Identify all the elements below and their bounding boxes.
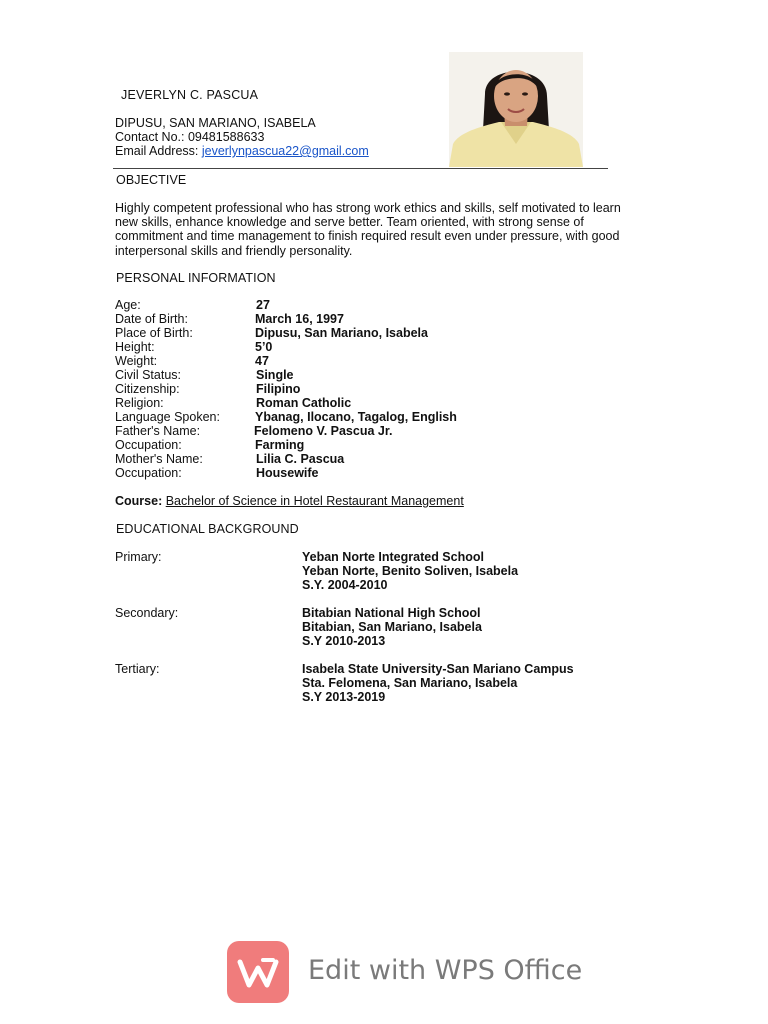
- education-entry-secondary: [302, 606, 482, 648]
- education-level-tertiary: Tertiary:: [115, 662, 160, 676]
- education-entry-tertiary: [302, 662, 574, 704]
- info-value: Filipino: [256, 382, 301, 396]
- email-link[interactable]: jeverlynpascua22@gmail.com: [201, 144, 369, 158]
- wps-logo-icon: [227, 941, 289, 1003]
- info-value: Felomeno V. Pascua Jr.: [254, 424, 393, 438]
- contact-number: Contact No.: 09481588633: [115, 130, 265, 144]
- header-divider: [113, 168, 608, 169]
- info-value: March 16, 1997: [255, 312, 344, 326]
- objective-text: Highly competent professional who has strong work ethics and skills, self motivated to learn new skills, enhance knowledge and serve better. Team oriented, with strong sense of commitment and time management to finish required result even under pressure, with good interpersonal skills and friendly personality.: [115, 201, 621, 258]
- education-level-primary: Primary:: [115, 550, 162, 564]
- education-level-secondary: Secondary:: [115, 606, 179, 620]
- info-value: Ybanag, Ilocano, Tagalog, English: [255, 410, 457, 424]
- info-value: Lilia C. Pascua: [256, 452, 345, 466]
- info-value: 27: [256, 298, 270, 312]
- course-line: [115, 494, 464, 508]
- school-location: Bitabian, San Mariano, Isabela: [302, 620, 482, 634]
- applicant-name: JEVERLYN C. PASCUA: [121, 88, 259, 102]
- info-value: Roman Catholic: [256, 396, 352, 410]
- school-years: S.Y 2010-2013: [302, 634, 386, 648]
- personal-info-heading: PERSONAL INFORMATION: [116, 271, 276, 285]
- info-label: Weight:: [115, 354, 158, 368]
- contact-block: [115, 116, 369, 158]
- education-entry-primary: [302, 550, 518, 592]
- info-value: Single: [256, 368, 294, 382]
- info-label: Age:: [115, 298, 141, 312]
- objective-heading: OBJECTIVE: [116, 173, 187, 187]
- wps-edit-text: Edit with WPS Office: [308, 955, 583, 986]
- info-label: Place of Birth:: [115, 326, 193, 340]
- education-heading: EDUCATIONAL BACKGROUND: [116, 522, 299, 536]
- address: DIPUSU, SAN MARIANO, ISABELA: [115, 116, 316, 130]
- email-label: Email Address:: [115, 144, 202, 158]
- school-location: Yeban Norte, Benito Soliven, Isabela: [302, 564, 519, 578]
- info-label: Civil Status:: [115, 368, 181, 382]
- profile-photo-image: [449, 52, 583, 167]
- info-label: Language Spoken:: [115, 410, 220, 424]
- profile-photo: [449, 52, 583, 167]
- info-label: Citizenship:: [115, 382, 180, 396]
- info-label: Occupation:: [115, 466, 182, 480]
- school-years: S.Y 2013-2019: [302, 690, 386, 704]
- school-name: Yeban Norte Integrated School: [302, 550, 484, 564]
- info-value: Dipusu, San Mariano, Isabela: [255, 326, 428, 340]
- school-name: Bitabian National High School: [302, 606, 481, 620]
- info-value: 5’0: [255, 340, 273, 354]
- email-line: [115, 144, 369, 158]
- info-value: Housewife: [256, 466, 319, 480]
- info-label: Date of Birth:: [115, 312, 188, 326]
- info-value: Farming: [255, 438, 305, 452]
- info-label: Occupation:: [115, 438, 182, 452]
- info-label: Father's Name:: [115, 424, 201, 438]
- wps-watermark[interactable]: [227, 941, 583, 1003]
- info-value: 47: [255, 354, 269, 368]
- info-label: Mother's Name:: [115, 452, 203, 466]
- school-name: Isabela State University-San Mariano Campus: [302, 662, 574, 676]
- course-label: Course:: [115, 494, 163, 508]
- school-years: S.Y. 2004-2010: [302, 578, 388, 592]
- info-label: Religion:: [115, 396, 164, 410]
- info-label: Height:: [115, 340, 155, 354]
- course-value: Bachelor of Science in Hotel Restaurant Management: [165, 494, 464, 508]
- school-location: Sta. Felomena, San Mariano, Isabela: [302, 676, 518, 690]
